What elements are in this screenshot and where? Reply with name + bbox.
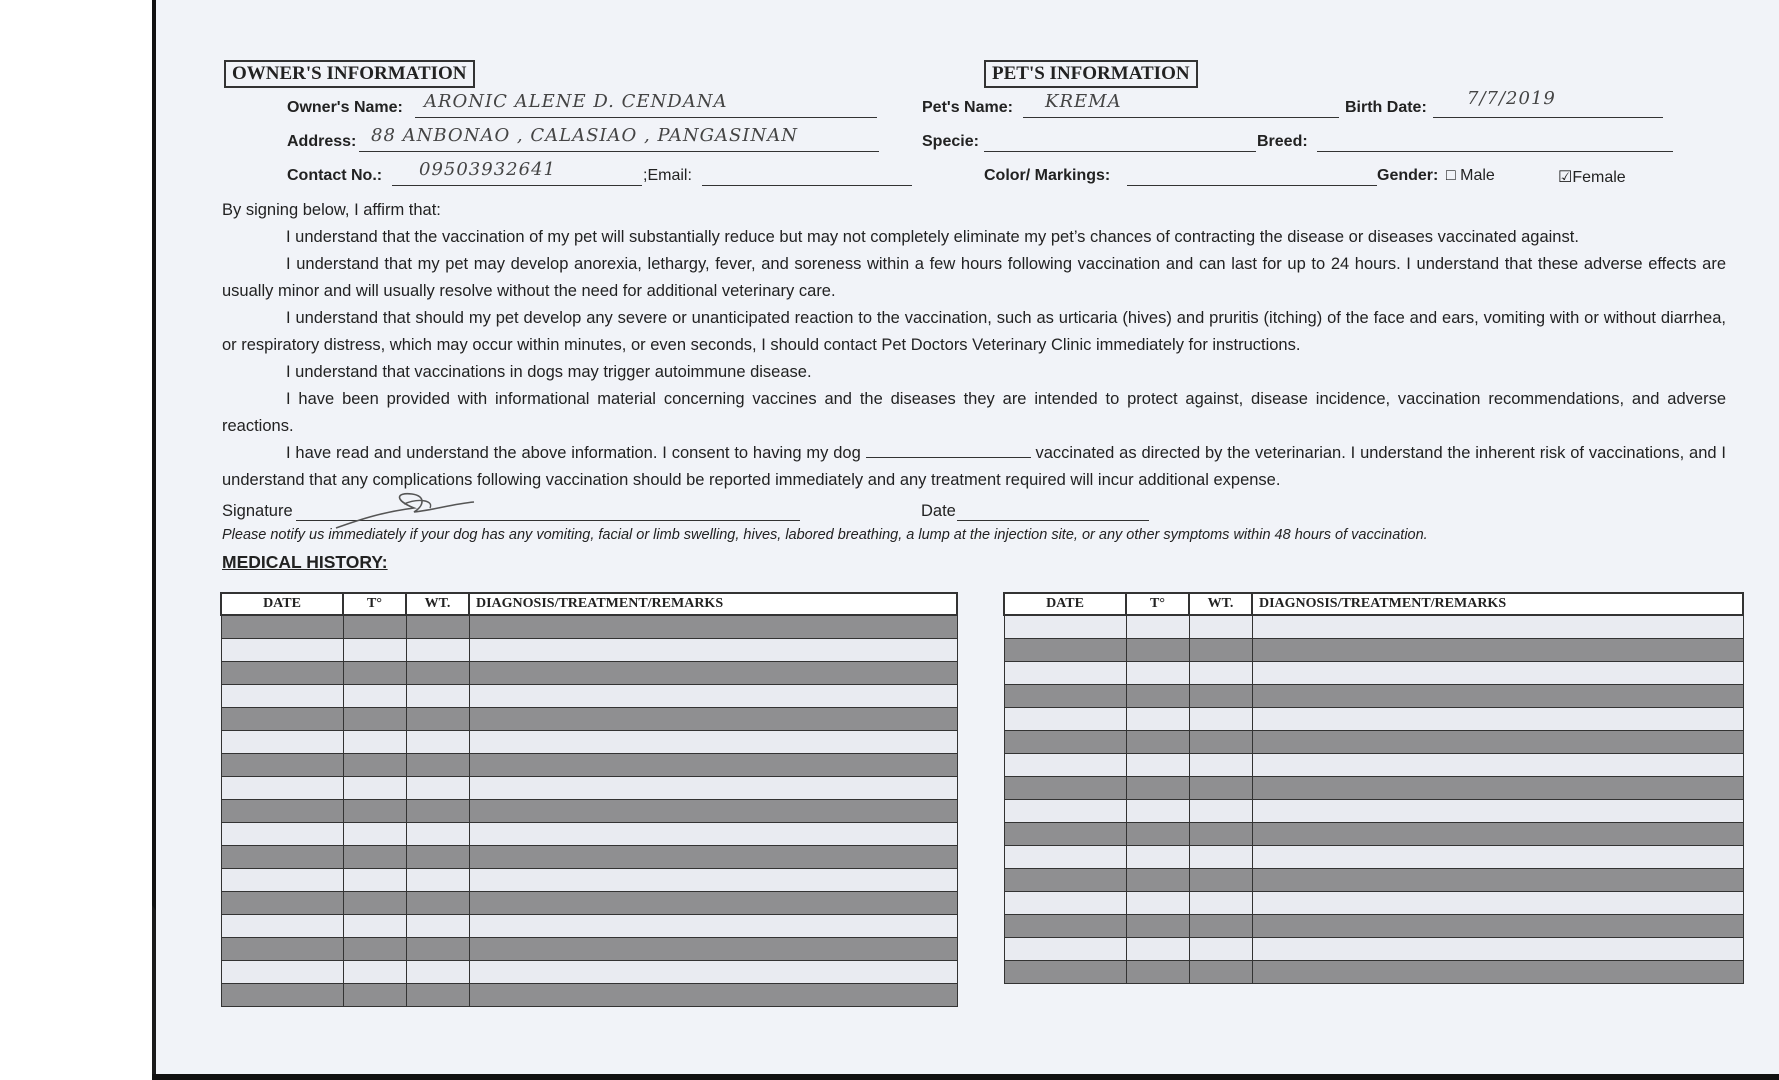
- address-label: Address:: [287, 133, 357, 150]
- table-row: [1004, 846, 1743, 869]
- table-row: [221, 892, 957, 915]
- birth-date-value: 7/7/2019: [1467, 88, 1556, 109]
- address-line: [359, 151, 879, 152]
- table-row: [221, 961, 957, 984]
- table-row: [1004, 639, 1743, 662]
- table-row: [221, 731, 957, 754]
- table-row: [221, 777, 957, 800]
- gender-male-option: □ Male: [1446, 167, 1495, 184]
- consent-paragraph-6: [222, 440, 1726, 494]
- color-markings-label: Color/ Markings:: [984, 167, 1111, 184]
- table-row: [1004, 754, 1743, 777]
- email-label: ;Email:: [643, 167, 692, 184]
- col-weight: WT.: [406, 593, 469, 615]
- consent-paragraph-4: I understand that vaccinations in dogs may trigger autoimmune disease.: [286, 363, 812, 381]
- scan-background: [0, 0, 152, 1080]
- consent-paragraph-3: I understand that should my pet develop any severe or unanticipated reaction to the vaccination, such as urticaria (hives) and pruritis (itching) of the face and ears, vomiting with or without diarrhea, or respiratory distress, which may occur within minutes, or even seconds, I should contact Pet Doctors Veterinary Clinic immediately for instructions.: [222, 309, 1726, 354]
- table-row: [1004, 869, 1743, 892]
- gender-label: Gender:: [1377, 167, 1439, 184]
- date-label: Date: [921, 502, 956, 520]
- col-date: DATE: [1004, 593, 1126, 615]
- consent-paragraph-1: I understand that the vaccination of my pet will substantially reduce but may not completely eliminate my pet’s chances of contracting the disease or diseases vaccinated against.: [286, 228, 1579, 246]
- color-markings-line: [1127, 185, 1377, 186]
- consent-paragraphs: [222, 224, 1726, 494]
- table-row: [221, 800, 957, 823]
- col-weight: WT.: [1189, 593, 1252, 615]
- consent-intro: By signing below, I affirm that:: [222, 201, 441, 219]
- table-row: [1004, 685, 1743, 708]
- owner-name-label: Owner's Name:: [287, 99, 403, 116]
- contact-value: 09503932641: [419, 159, 556, 180]
- owner-name-value: ARONIC ALENE D. CENDANA: [424, 91, 728, 112]
- table-row: [1004, 961, 1743, 984]
- col-temp: T°: [1126, 593, 1189, 615]
- pet-name-label: Pet's Name:: [922, 99, 1013, 116]
- table-row: [221, 938, 957, 961]
- birth-date-line: [1433, 117, 1663, 118]
- date-line: [957, 520, 1149, 521]
- table-row: [221, 846, 957, 869]
- specie-line: [984, 151, 1256, 152]
- medical-history-title: MEDICAL HISTORY:: [222, 552, 388, 572]
- table-row: [1004, 777, 1743, 800]
- dog-name-blank: [866, 443, 1031, 458]
- table-row: [221, 708, 957, 731]
- table-row: [1004, 938, 1743, 961]
- consent-paragraph-5: I have been provided with informational material concerning vaccines and the diseases they are intended to protect against, disease incidence, vaccination recommendations, and adverse reactions.: [222, 390, 1726, 435]
- table-row: [221, 754, 957, 777]
- table-row: [1004, 708, 1743, 731]
- consent-paragraph-2: I understand that my pet may develop anorexia, lethargy, fever, and soreness within a few hours following vaccination and can last for up to 24 hours. I understand that these adverse effects are usually minor and will usually resolve without the need for additional veterinary care.: [222, 255, 1726, 300]
- email-line: [702, 185, 912, 186]
- owner-name-line: [415, 117, 877, 118]
- specie-label: Specie:: [922, 133, 979, 150]
- breed-label: Breed:: [1257, 133, 1308, 150]
- owner-info-header: OWNER'S INFORMATION: [224, 60, 475, 88]
- pet-name-value: KREMA: [1045, 91, 1122, 112]
- signature-scribble: [334, 490, 494, 530]
- contact-label: Contact No.:: [287, 167, 383, 184]
- table-row: [221, 869, 957, 892]
- signature-label: Signature: [222, 502, 293, 520]
- table-row: [221, 823, 957, 846]
- pet-name-line: [1023, 117, 1339, 118]
- consent-paragraph-6-end: vaccinated as directed by the veterinarian. I understand the inherent risk of vaccinations, and I understand that any complications following vaccination should be reported immediately and any treatment required will incur additional expense.: [222, 444, 1726, 489]
- table-row: [1004, 892, 1743, 915]
- table-row: [221, 685, 957, 708]
- consent-paragraph-6-start: I have read and understand the above information. I consent to having my dog: [286, 444, 861, 462]
- table-row: [1004, 731, 1743, 754]
- table-row: [221, 984, 957, 1007]
- table-row: [221, 615, 957, 639]
- medical-history-table-right: [1003, 592, 1744, 984]
- breed-line: [1317, 151, 1673, 152]
- table-row: [1004, 615, 1743, 639]
- table-row: [1004, 823, 1743, 846]
- medical-history-table-left: [220, 592, 958, 1007]
- table-row: [1004, 915, 1743, 938]
- gender-female-option: ☑Female: [1558, 169, 1626, 186]
- col-diagnosis: DIAGNOSIS/TREATMENT/REMARKS: [469, 593, 957, 615]
- contact-line: [392, 185, 642, 186]
- consent-form-sheet: [156, 0, 1779, 1074]
- table-row: [221, 915, 957, 938]
- table-row: [1004, 662, 1743, 685]
- table-row: [221, 639, 957, 662]
- col-date: DATE: [221, 593, 343, 615]
- table-row: [1004, 800, 1743, 823]
- birth-date-label: Birth Date:: [1345, 99, 1427, 116]
- pet-info-header: PET'S INFORMATION: [984, 60, 1198, 88]
- address-value: 88 ANBONAO , CALASIAO , PANGASINAN: [371, 125, 798, 146]
- symptom-notice: Please notify us immediately if your dog has any vomiting, facial or limb swelling, hives, labored breathing, a lump at the injection site, or any other symptoms within 48 hours of vaccination.: [222, 527, 1428, 543]
- col-diagnosis: DIAGNOSIS/TREATMENT/REMARKS: [1252, 593, 1743, 615]
- table-row: [221, 662, 957, 685]
- col-temp: T°: [343, 593, 406, 615]
- scan-bottom-edge: [152, 1074, 1779, 1080]
